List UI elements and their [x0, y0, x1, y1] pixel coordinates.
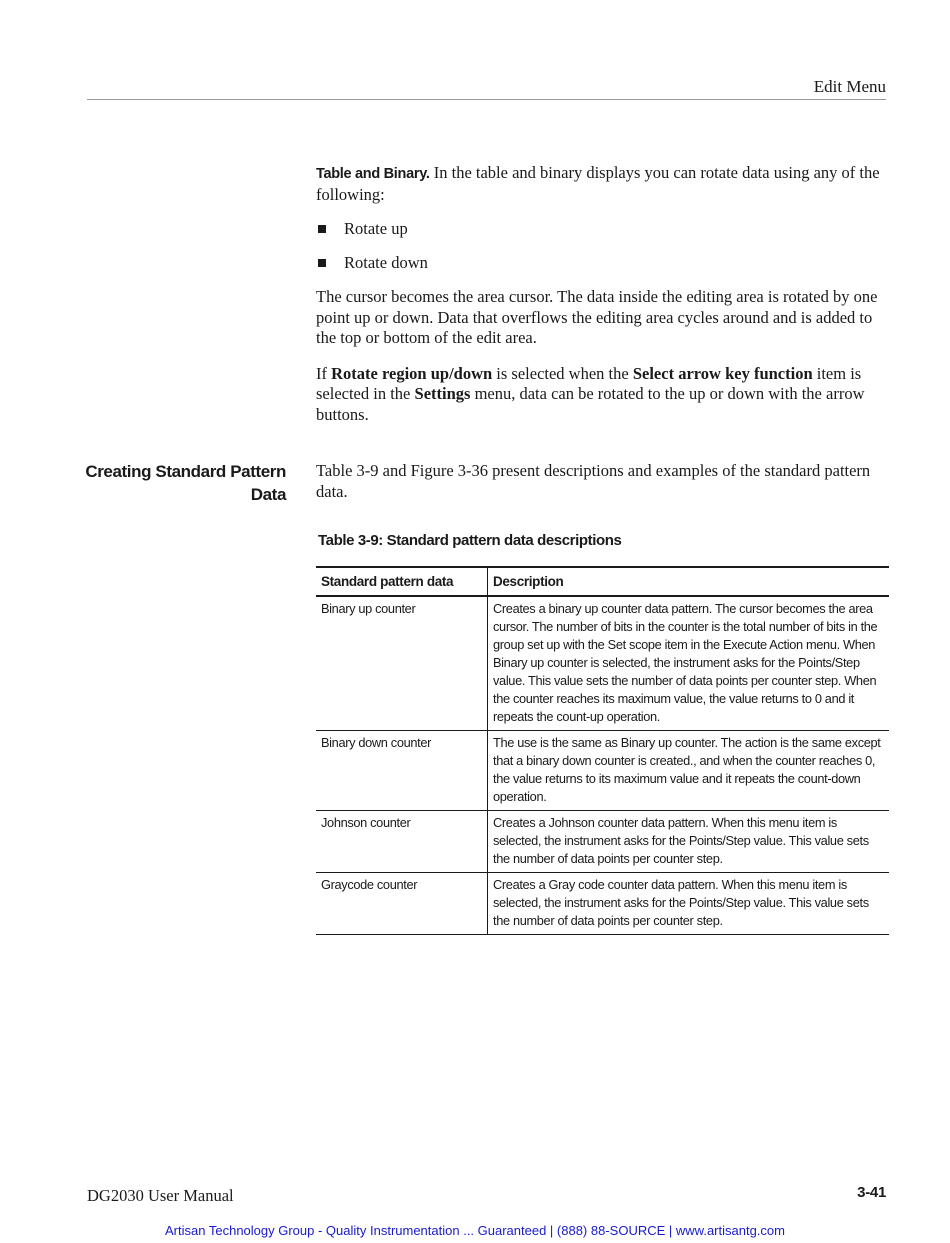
table-row [316, 811, 889, 873]
section-intro-text: Table 3-9 and Figure 3-36 present descriptions and examples of the standard pattern data. [316, 461, 871, 501]
cursor-paragraph: The cursor becomes the area cursor. The data inside the editing area is rotated by one point up or down. Data that overflows the editing area cycles around and is added to the top or bottom of the edit area. [316, 287, 878, 347]
lead-in-label: Table and Binary. [316, 166, 430, 182]
pattern-table [316, 566, 889, 935]
text-run: is selected when the [492, 363, 633, 383]
column-header: Standard pattern data [316, 567, 488, 596]
table-row [316, 873, 889, 935]
rotate-region-term: Rotate region up/down [331, 363, 493, 383]
pattern-name-cell: Graycode counter [316, 873, 488, 935]
pattern-description-cell: Creates a binary up counter data pattern. The cursor becomes the area cursor. The number of bits in the counter is the total number of bits in the group set up with the Set scope item in the Execute Action menu. When Binary up counter is selected, the instrument asks for the Points/Step value. This value sets the number of data points per counter step. When the counter reaches its maximum value, the value returns to 0 and it repeats the count-up operation. [488, 596, 890, 731]
rotate-region-paragraph [316, 364, 888, 426]
intro-paragraph [316, 163, 888, 205]
section-heading-line: Creating Standard Pattern [85, 462, 286, 481]
pattern-description-cell: Creates a Johnson counter data pattern. When this menu item is selected, the instrument asks for the Points/Step value. This value sets the number of data points per counter step. [488, 811, 890, 873]
header-rule [87, 99, 886, 100]
footer-manual-title: DG2030 User Manual [87, 1186, 234, 1205]
table-header-row [316, 567, 889, 596]
header-title: Edit Menu [813, 77, 886, 96]
pattern-name-cell: Binary down counter [316, 731, 488, 811]
text-run: If [316, 363, 332, 383]
pattern-name-cell: Binary up counter [316, 596, 488, 731]
intro-section [316, 163, 888, 425]
list-item [316, 219, 888, 239]
section-heading [60, 460, 286, 506]
rotate-options-list [316, 219, 888, 273]
text-run: item is selected in the [316, 363, 862, 403]
section-heading-line: Data [250, 485, 286, 504]
pattern-name-cell: Johnson counter [316, 811, 488, 873]
select-arrow-key-term: Select arrow key function [632, 363, 813, 383]
list-item-label: Rotate up [344, 219, 408, 238]
pattern-description-cell: The use is the same as Binary up counter. The action is the same except that a binary down counter is created., and when the counter reaches 0, the value returns to its maximum value and it repeats the count-down operation. [488, 731, 890, 811]
square-bullet-icon [318, 259, 326, 267]
page-number: 3-41 [857, 1184, 886, 1201]
list-item-label: Rotate down [344, 253, 428, 272]
square-bullet-icon [318, 225, 326, 233]
list-item [316, 253, 888, 273]
table-row [316, 596, 889, 731]
column-header: Description [488, 567, 890, 596]
text-run: menu, data can be rotated to the up or down with the arrow buttons. [316, 384, 865, 424]
table-caption: Table 3-9: Standard pattern data descriptions [318, 532, 622, 549]
table-row [316, 731, 889, 811]
settings-term: Settings [414, 384, 471, 403]
artisan-banner-link[interactable]: Artisan Technology Group - Quality Instrumentation ... Guaranteed | (888) 88-SOURCE | www.artisantg.com [165, 1223, 785, 1238]
lead-in-text: In the table and binary displays you can rotate data using any of the following: [316, 163, 880, 204]
pattern-description-cell: Creates a Gray code counter data pattern. When this menu item is selected, the instrument asks for the Points/Step value. This value sets the number of data points per counter step. [488, 873, 890, 935]
